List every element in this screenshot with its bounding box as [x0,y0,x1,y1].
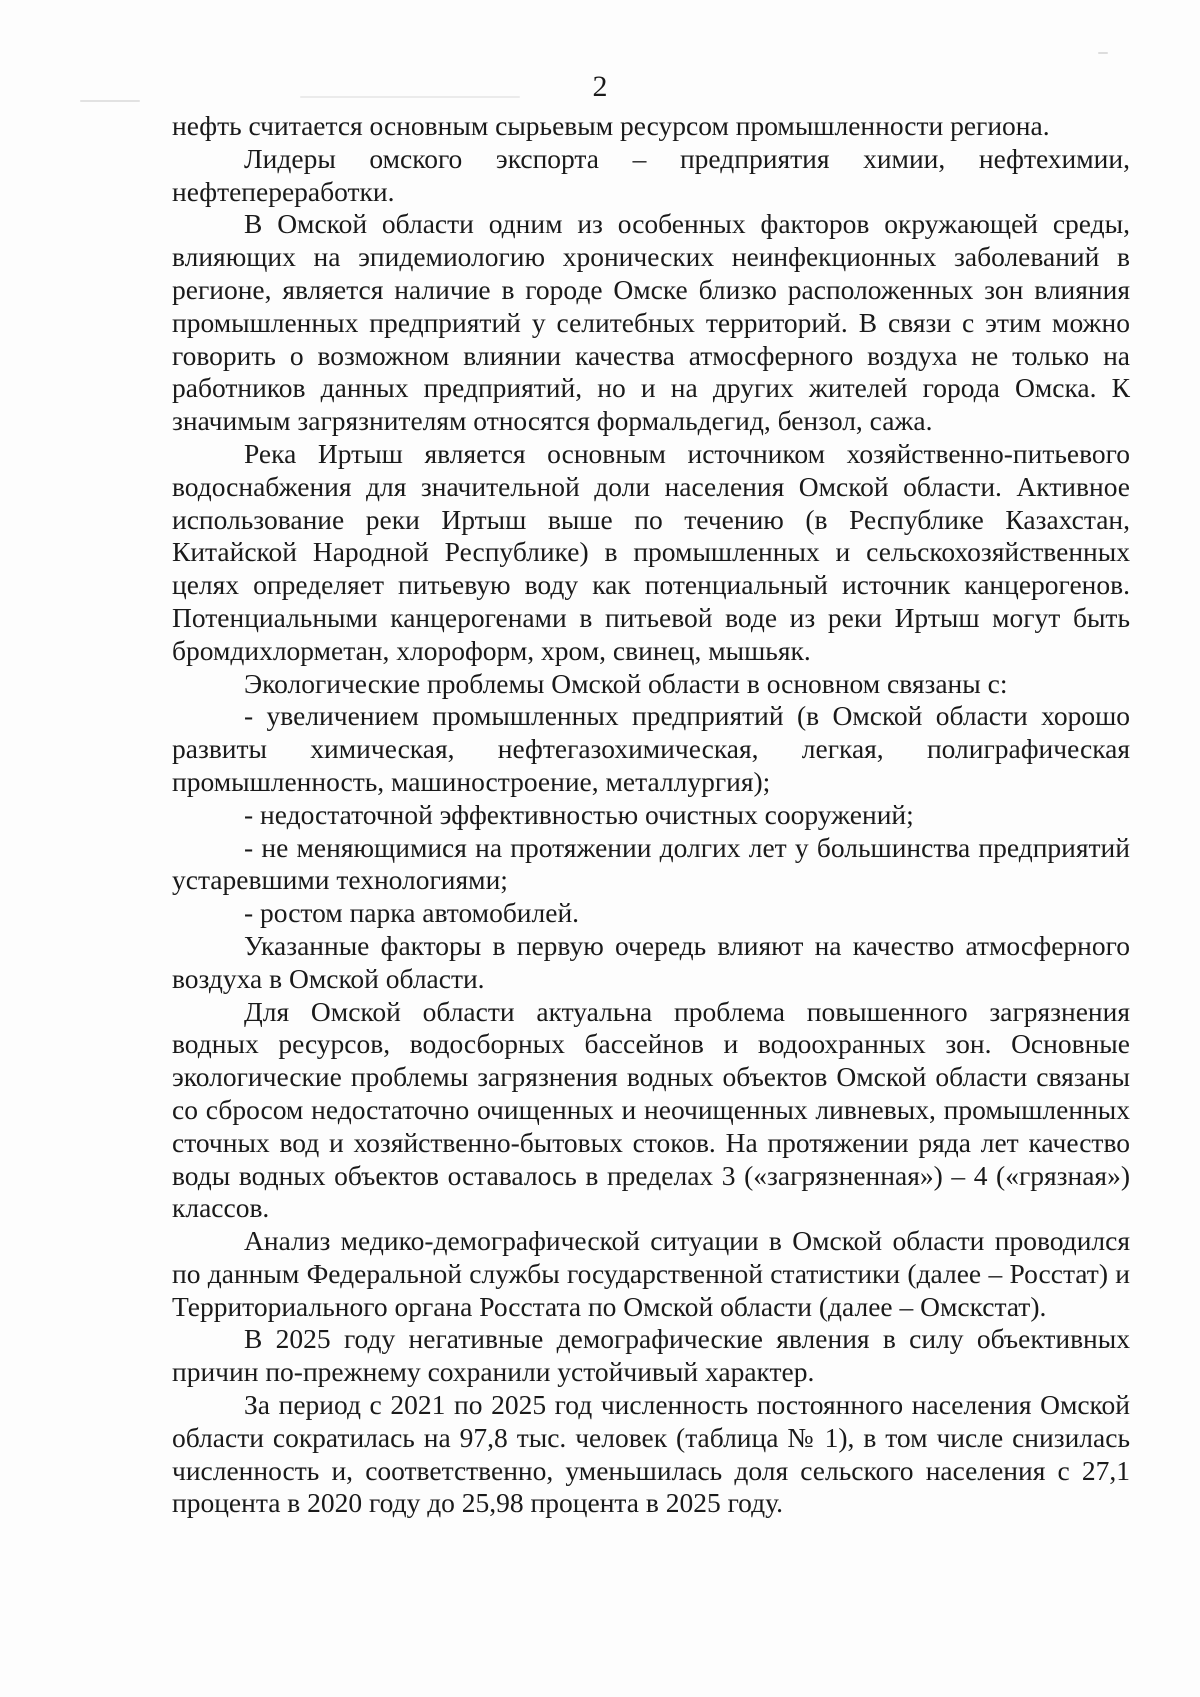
paragraph: Экологические проблемы Омской области в основном связаны с: [244,667,1008,699]
scan-artifact [1098,52,1108,54]
paragraph: В Омской области одним из особенных факторов окружающей среды, влияющих на эпидемиологию хронических неинфекционных заболеваний в регионе, является наличие в городе Омске близко расположенных зон влияния промышленных предприятий у селитебных территорий. В связи с этим можно говорить о возможном влиянии качества атмосферного воздуха не только на работников данных предприятий, но и на других жителей города Омска. К значимым загрязнителям относятся формальдегид, бензол, сажа. [172,208,1130,437]
list-item: - не меняющимися на протяжении долгих лет у большинства предприятий устаревшими технологиями; [172,831,1130,896]
paragraph: Указанные факторы в первую очередь влияют на качество атмосферного воздуха в Омской области. [172,929,1130,994]
list-item: - ростом парка автомобилей. [244,897,580,929]
paragraph: Лидеры омского экспорта – предприятия химии, нефтехимии, нефтепереработки. [172,142,1130,207]
list-item: - увеличением промышленных предприятий (в Омской области хорошо развиты химическая, нефтегазохимическая, легкая, полиграфическая промышленность, машиностроение, металлургия); [172,700,1130,797]
paragraph: Анализ медико-демографической ситуации в Омской области проводился по данным Федеральной службы государственной статистики (далее – Росстат) и Территориального органа Росстата по Омской области (далее – Омскстат). [172,1225,1130,1322]
paragraph: Река Иртыш является основным источником хозяйственно-питьевого водоснабжения для значительной доли населения Омской области. Активное использование реки Иртыш выше по течению (в Республике Казахстан, Китайской Народной Республике) в промышленных и сельскохозяйственных целях определяет питьевую воду как потенциальный источник канцерогенов. Потенциальными канцерогенами в питьевой воде из реки Иртыш могут быть бромдихлорметан, хлороформ, хром, свинец, мышьяк. [172,437,1130,666]
paragraph: В 2025 году негативные демографические явления в силу объективных причин по-прежнему сохранили устойчивый характер. [172,1323,1130,1388]
paragraph: Для Омской области актуальна проблема повышенного загрязнения водных ресурсов, водосборных бассейнов и водоохранных зон. Основные экологические проблемы загрязнения водных объектов Омской области связаны со сбросом недостаточно очищенных и неочищенных ливневых, промышленных сточных вод и хозяйственно-бытовых стоков. На протяжении ряда лет качество воды водных объектов оставалось в пределах 3 («загрязненная») – 4 («грязная») классов. [172,995,1130,1224]
paragraph: нефть считается основным сырьевым ресурсом промышленности региона. [172,110,1050,141]
list-item: - недостаточной эффективностью очистных сооружений; [244,798,914,830]
page-number: 2 [592,70,608,103]
document-body [172,110,1130,1520]
paragraph: За период с 2021 по 2025 год численность постоянного населения Омской области сократилась на 97,8 тыс. человек (таблица № 1), в том числе снизилась численность и, соответственно, уменьшилась доля сельского населения с 27,1 процента в 2020 году до 25,98 процента в 2025 году. [172,1389,1130,1519]
